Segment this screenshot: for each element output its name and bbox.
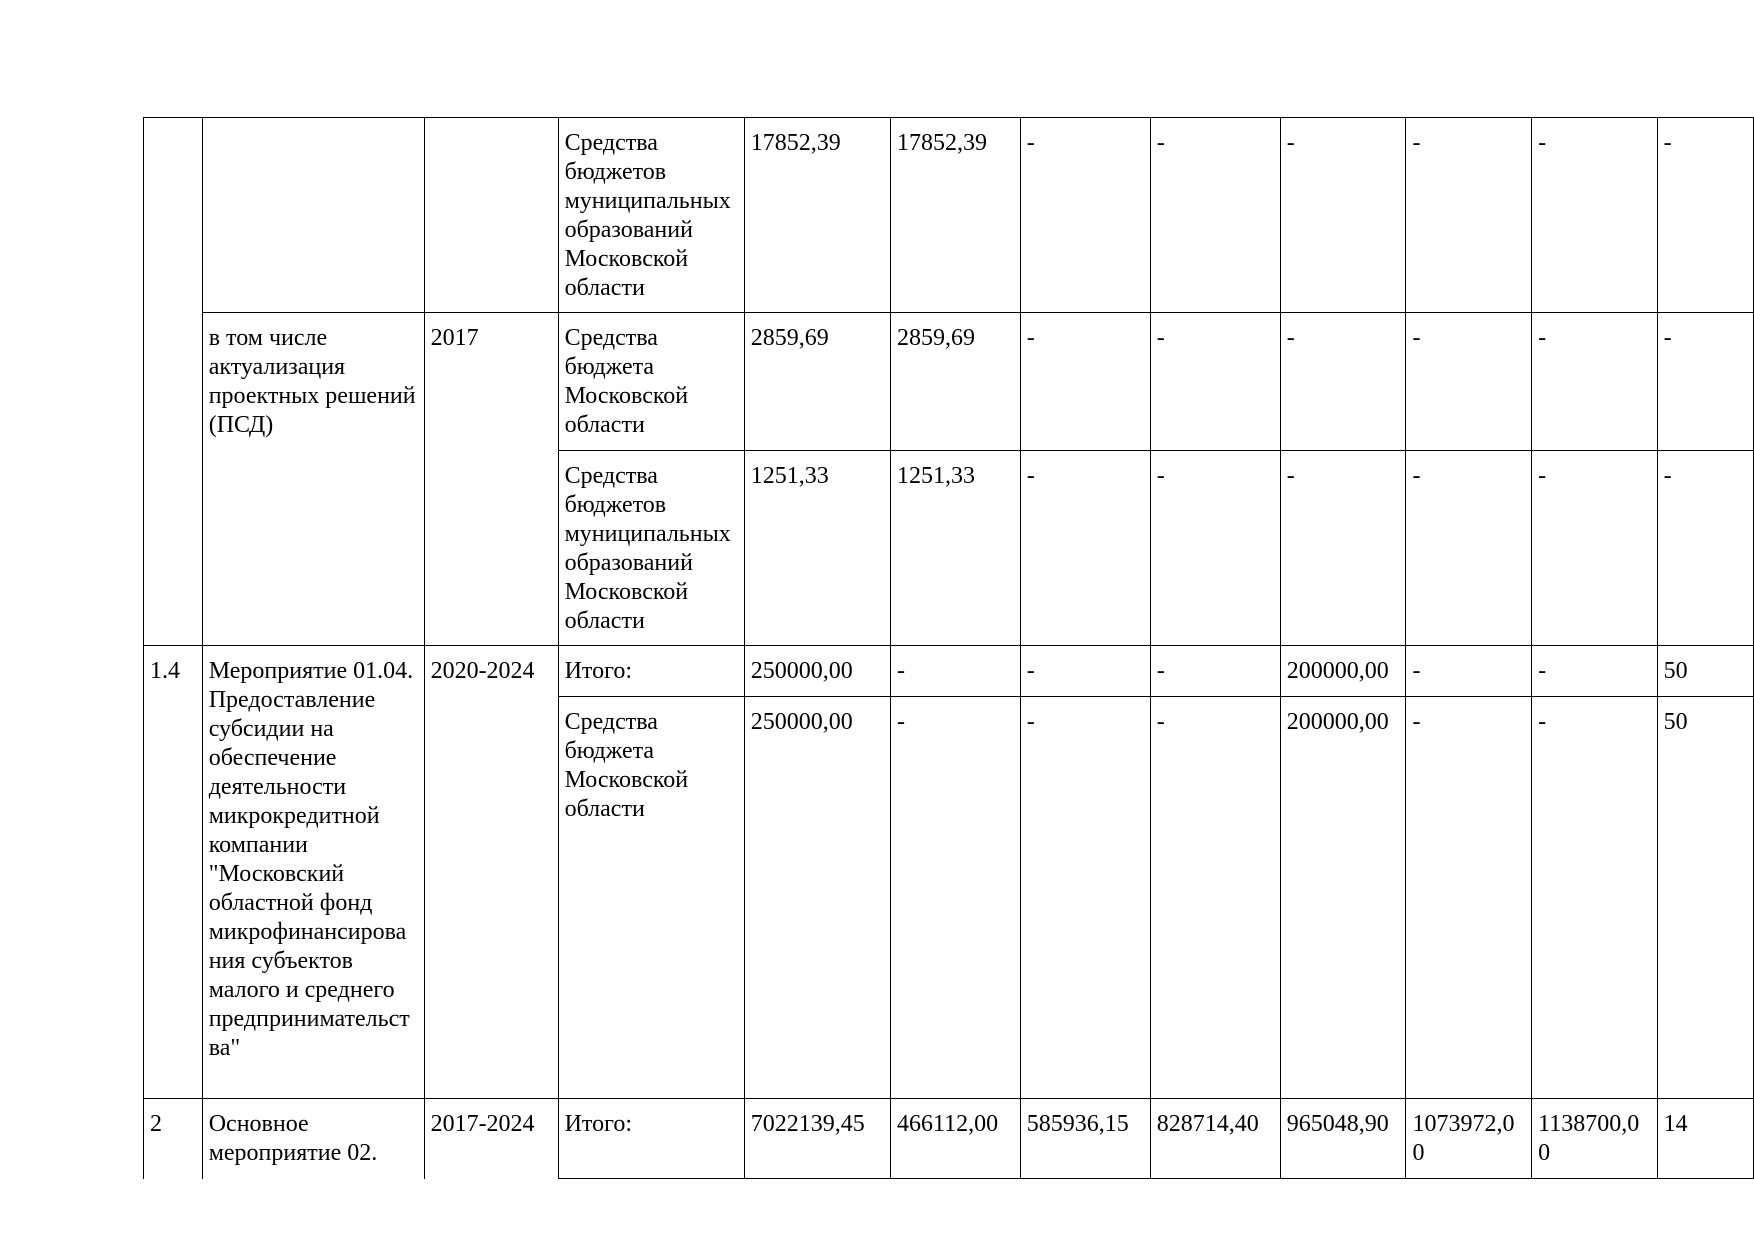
year-2019-cell: - [1150, 697, 1280, 1099]
year-2023-cell: - [1657, 451, 1753, 646]
total-cell: 2859,69 [744, 313, 890, 451]
year-2017-cell: 1251,33 [891, 451, 1021, 646]
year-2022-cell: - [1532, 646, 1657, 697]
year-2020-cell: 200000,00 [1280, 646, 1406, 697]
year-2020-cell: - [1280, 118, 1406, 313]
source-cell: Средства бюджетов муниципальных образований Московской области [558, 451, 744, 646]
year-2021-cell: - [1406, 646, 1532, 697]
table-row [144, 1099, 1754, 1179]
year-2022-cell: - [1532, 697, 1657, 1099]
year-2017-cell: - [891, 697, 1021, 1099]
total-cell: 250000,00 [744, 646, 890, 697]
source-cell: Средства бюджета Московской области [558, 313, 744, 451]
year-2017-cell: 17852,39 [891, 118, 1021, 313]
year-2019-cell: - [1150, 646, 1280, 697]
total-cell: 7022139,45 [744, 1099, 890, 1179]
year-2018-cell: - [1020, 697, 1150, 1099]
name-cell: Основное мероприятие 02. [202, 1099, 424, 1179]
year-2023-cell: - [1657, 118, 1753, 313]
source-cell: Итого: [558, 1099, 744, 1179]
year-2022-cell: - [1532, 313, 1657, 451]
budget-table [143, 117, 1754, 1179]
year-2020-cell: 965048,90 [1280, 1099, 1406, 1179]
source-cell: Средства бюджетов муниципальных образований Московской области [558, 118, 744, 313]
year-2023-cell: - [1657, 313, 1753, 451]
total-cell: 1251,33 [744, 451, 890, 646]
source-cell: Средства бюджета Московской области [558, 697, 744, 1099]
period-cell [424, 118, 558, 313]
period-cell: 2020-2024 [424, 646, 558, 1099]
year-2017-cell: 2859,69 [891, 313, 1021, 451]
year-2019-cell: 828714,40 [1150, 1099, 1280, 1179]
row-number-cell: 2 [144, 1099, 203, 1179]
name-cell [202, 118, 424, 313]
row-number-cell [144, 118, 203, 646]
year-2021-cell: - [1406, 118, 1532, 313]
year-2021-cell: 1073972,0 0 [1406, 1099, 1532, 1179]
year-2017-cell: 466112,00 [891, 1099, 1021, 1179]
source-cell: Итого: [558, 646, 744, 697]
year-2021-cell: - [1406, 313, 1532, 451]
year-2019-cell: - [1150, 451, 1280, 646]
year-2017-cell: - [891, 646, 1021, 697]
year-2022-cell: 1138700,0 0 [1532, 1099, 1657, 1179]
year-2018-cell: - [1020, 118, 1150, 313]
name-cell: Мероприятие 01.04. Предоставление субсидии на обеспечение деятельности микрокредитной компании "Московский областной фонд микрофинансирова ния субъектов малого и среднего предпринимательст ва" [202, 646, 424, 1099]
total-cell: 250000,00 [744, 697, 890, 1099]
year-2020-cell: - [1280, 451, 1406, 646]
name-cell: в том числе актуализация проектных решений (ПСД) [202, 313, 424, 646]
year-2020-cell: - [1280, 313, 1406, 451]
period-cell: 2017-2024 [424, 1099, 558, 1179]
row-number-cell: 1.4 [144, 646, 203, 1099]
year-2023-cell: 14 [1657, 1099, 1753, 1179]
table-row [144, 646, 1754, 697]
period-cell: 2017 [424, 313, 558, 646]
year-2020-cell: 200000,00 [1280, 697, 1406, 1099]
year-2018-cell: 585936,15 [1020, 1099, 1150, 1179]
year-2018-cell: - [1020, 451, 1150, 646]
year-2018-cell: - [1020, 646, 1150, 697]
table-row [144, 118, 1754, 313]
year-2021-cell: - [1406, 697, 1532, 1099]
year-2019-cell: - [1150, 118, 1280, 313]
table-row [144, 313, 1754, 451]
year-2022-cell: - [1532, 118, 1657, 313]
total-cell: 17852,39 [744, 118, 890, 313]
year-2021-cell: - [1406, 451, 1532, 646]
year-2019-cell: - [1150, 313, 1280, 451]
year-2022-cell: - [1532, 451, 1657, 646]
year-2023-cell: 50 [1657, 646, 1753, 697]
year-2018-cell: - [1020, 313, 1150, 451]
year-2023-cell: 50 [1657, 697, 1753, 1099]
